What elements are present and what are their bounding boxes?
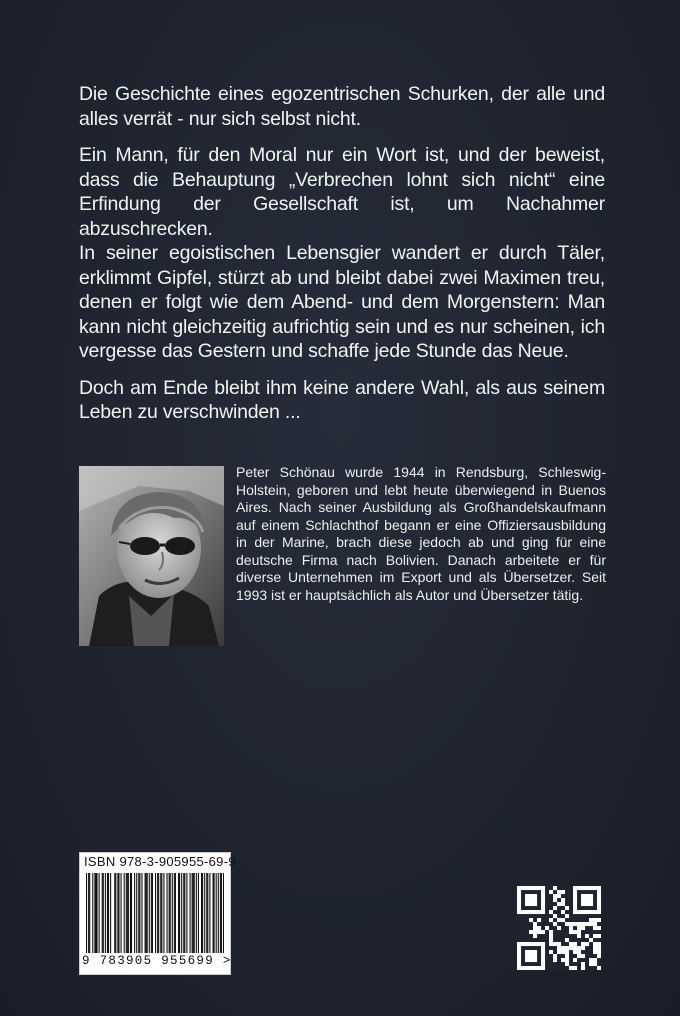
blurb-paragraph-4: Doch am Ende bleibt ihm keine andere Wahl, als aus seinem Leben zu verschwinden ...	[79, 376, 605, 423]
blurb-text	[79, 82, 605, 425]
isbn-barcode	[79, 852, 236, 975]
blurb-paragraph-2: Ein Mann, für den Moral nur ein Wort ist, und der beweist, dass die Behauptung „Verbrechen lohnt sich nicht“ eine Erfindung der Gesellschaft ist, um Nachahmer abzuschrecken.	[79, 144, 605, 240]
author-photo	[79, 466, 224, 646]
blurb-paragraph-1: Die Geschichte eines egozentrischen Schurken, der alle und alles verrät - nur sich selbst nicht.	[79, 83, 605, 130]
barcode-digits: 9 783905 955699 >	[82, 954, 232, 968]
isbn-label: ISBN 978-3-905955-69-9	[84, 854, 236, 869]
author-bio: Peter Schönau wurde 1944 in Rendsburg, Schleswig-Holstein, geboren und lebt heute überwiegend in Buenos Aires. Nach seiner Ausbildung als Großhandelskaufmann auf einem Schlachthof begann er eine Offiziersausbildung in der Marine, brach diese jedoch ab und ging für eine deutsche Firma nach Bolivien. Danach arbeitete er für diverse Unternehmen im Export und als Übersetzer. Seit 1993 ist er hauptsächlich als Autor und Übersetzer tätig.	[236, 464, 606, 603]
qr-code-icon	[517, 886, 601, 970]
barcode-bars-icon	[86, 873, 224, 955]
blurb-paragraph-3: In seiner egoistischen Lebensgier wandert er durch Täler, erklimmt Gipfel, stürzt ab und bleibt dabei zwei Maximen treu, denen er folgt wie dem Abend- und dem Morgenstern: Man kann nicht gleichzeitig aufrichtig sein und es nur scheinen, ich vergesse das Gestern und schaffe jede Stunde das Neue.	[79, 242, 605, 362]
